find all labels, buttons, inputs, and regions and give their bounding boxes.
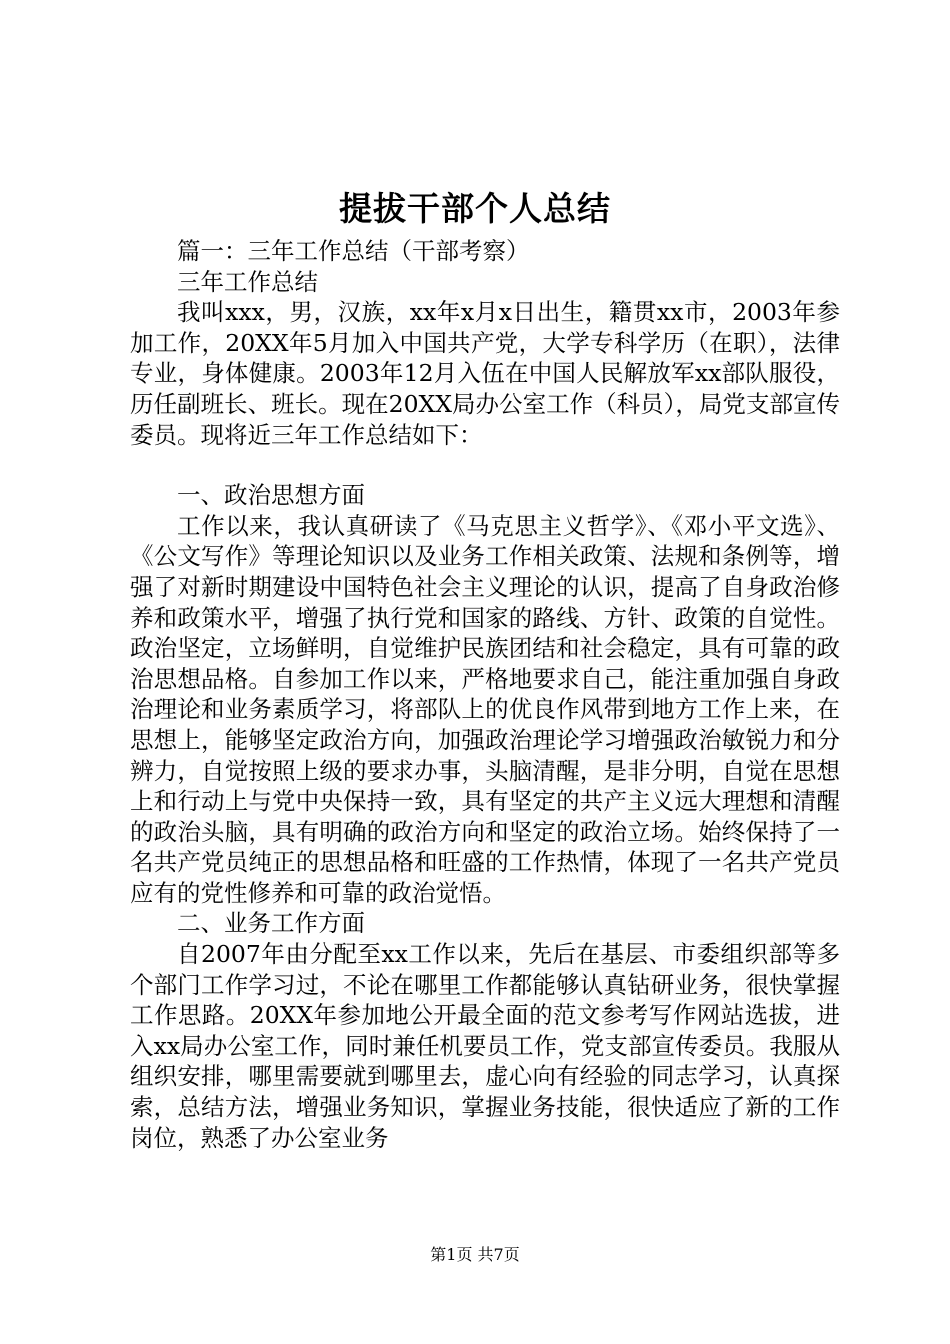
paragraph-political: 工作以来，我认真研读了《马克思主义哲学》、《邓小平文选》、《公文写作》等理论知识以及业务工作相关政策、法规和条例等，增强了对新时期建设中国特色社会主义理论的认识，提高了自身政治修养和政策水平，增强了执行党和国家的路线、方针、政策的自觉性。政治坚定，立场鲜明，自觉维护民族团结和社会稳定，具有可靠的政治思想品格。自参加工作以来，严格地要求自己，能注重加强自身政治理论和业务素质学习，将部队上的优良作风带到地方工作上来，在思想上，能够坚定政治方向，加强政治理论学习增强政治敏锐力和分辨力，自觉按照上级的要求办事，头脑清醒，是非分明，自觉在思想上和行动上与党中央保持一致，具有坚定的共产主义远大理想和清醒的政治头脑，具有明确的政治方向和坚定的政治立场。始终保持了一名共产党员纯正的思想品格和旺盛的工作热情，体现了一名共产党员应有的党性修养和可靠的政治觉悟。 bbox=[130, 511, 840, 907]
document-title: 提拔干部个人总结 bbox=[339, 189, 611, 228]
section-heading: 篇一：三年工作总结（干部考察） bbox=[177, 237, 530, 265]
document-body bbox=[130, 236, 840, 1153]
page-number-footer: 第1页 共7页 bbox=[430, 1245, 520, 1264]
paragraph-business: 自2007年由分配至xx工作以来，先后在基层、市委组织部等多个部门工作学习过，不论在哪里工作都能够认真钻研业务，很快掌握工作思路。20XX年参加地公开最全面的范文参考写作网站选拔，进入xx局办公室工作，同时兼任机要员工作，党支部宣传委员。我服从组织安排，哪里需要就到哪里去，虚心向有经验的同志学习，认真探索，总结方法，增强业务知识，掌握业务技能，很快适应了新的工作岗位，熟悉了办公室业务 bbox=[130, 940, 840, 1152]
heading-political: 一、政治思想方面 bbox=[177, 481, 365, 510]
document-subtitle: 三年工作总结 bbox=[177, 267, 318, 296]
intro-paragraph: 我叫xxx，男，汉族，xx年x月x日出生，籍贯xx市，2003年参加工作，20XX年5月加入中国共产党，大学专科学历（在职），法律专业，身体健康。2003年12月入伍在中国人民解放军xx部队服役，历任副班长、班长。现在20XX局办公室工作（科员），局党支部宣传委员。现将近三年工作总结如下： bbox=[130, 298, 840, 449]
heading-business: 二、业务工作方面 bbox=[177, 909, 365, 938]
